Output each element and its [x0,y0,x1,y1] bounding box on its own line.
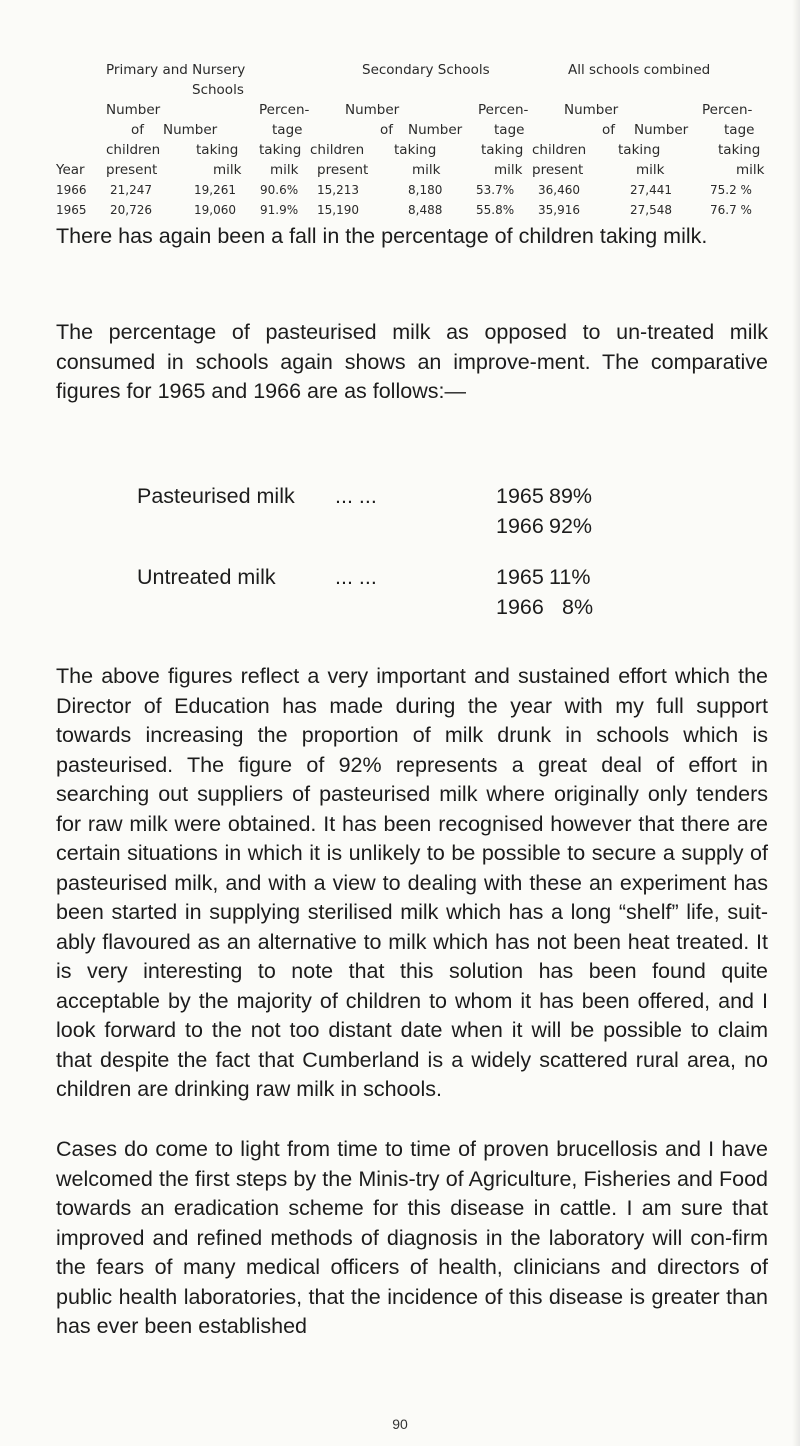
paragraph-director-effort: The above figures reflect a very important and sustained effort which the Director of Education has made during the year with my full support towards increasing the proportion of milk drunk in schools which is pasteurised. The figure of 92% represents a great deal of effort in searching out suppliers of pasteurised milk where originally only tenders for raw milk were obtained. It has been recognised however that there are certain situations in which it is unlikely to be possible to secure a supply of pasteurised milk, and with a view to dealing with these an experiment has been started in supplying sterilised milk which has a long “shelf” life, suit-ably flavoured as an alternative to milk which has not been heat treated. It is very interesting to note that this solution has been found quite acceptable by the majority of children to whom it has been offered, and I look forward to the not too distant date when it will be possible to claim that despite the fact that Cumberland is a widely scattered rural area, no children are drinking raw milk in schools. [56,664,768,1101]
comparison-value: 11% [549,565,591,589]
header-cell: of [380,122,394,138]
table-cell: 1965 [56,203,87,217]
comparison-value: 8% [562,595,594,619]
comparison-dots: ... ... [335,565,377,589]
table-cell: 27,548 [630,203,672,217]
page-number: 90 [392,1416,408,1432]
header-cell: milk [494,162,523,178]
comparison-year: 1965 [496,484,544,508]
group-header-secondary: Secondary Schools [362,62,490,78]
table-header-row [56,140,776,160]
header-cell: milk [736,162,765,178]
header-cell: Number [106,102,161,118]
comparison-label: Pasteurised milk [137,484,295,508]
milk-statistics-table [56,60,776,220]
page-edge-shadow [792,0,800,1446]
table-group-header-row-2 [56,80,776,100]
paragraph-milk-fall: There has again been a fall in the percentage of children taking milk. [56,224,708,248]
header-cell: children [310,142,365,158]
header-cell: Percen- [702,102,753,118]
header-cell: Number [345,102,400,118]
header-cell: taking [718,142,761,158]
table-cell: 75.2 % [710,183,752,197]
comparison-dots: ... ... [335,484,377,508]
header-cell: tage [724,122,755,138]
table-header-row [56,120,776,140]
comparison-year: 1965 [496,565,544,589]
table-cell: 90.6% [260,183,299,197]
table-row [56,180,776,200]
table-cell: 19,060 [194,203,236,217]
table-cell: 8,488 [408,203,443,217]
comparison-label: Untreated milk [137,565,276,589]
table-cell: 35,916 [538,203,580,217]
header-cell: tage [272,122,303,138]
header-cell: taking [618,142,661,158]
header-cell: Number [634,122,689,138]
header-cell: tage [494,122,525,138]
comparison-year: 1966 [496,595,544,619]
header-cell: of [602,122,616,138]
header-cell: children [532,142,587,158]
table-cell: 91.9% [260,203,299,217]
group-header-primary-line2: Schools [192,82,244,98]
header-cell: milk [213,162,242,178]
table-cell: 19,261 [194,183,236,197]
table-cell: 27,441 [630,183,672,197]
table-header-row [56,100,776,120]
table-cell: 1966 [56,183,87,197]
header-cell: present [317,162,369,178]
paragraph-pasteurised-intro: The percentage of pasteurised milk as opposed to un-treated milk consumed in schools again shows an improve-ment. The comparative figures for 1965 and 1966 are as follows:— [56,320,768,403]
table-cell: 53.7% [476,183,515,197]
header-cell: Number [408,122,463,138]
header-cell: Number [564,102,619,118]
table-cell: 21,247 [110,183,152,197]
table-cell: 15,190 [317,203,359,217]
header-cell: Year [56,162,85,178]
table-cell: 15,213 [317,183,359,197]
header-cell: milk [270,162,299,178]
header-cell: Number [163,122,218,138]
header-cell: taking [259,142,302,158]
table-cell: 76.7 % [710,203,752,217]
group-header-all: All schools combined [568,62,711,78]
comparison-row-pasteurised-2 [137,514,737,544]
table-group-header-row [56,60,776,80]
table-header-row [56,160,776,180]
table-cell: 20,726 [110,203,152,217]
comparison-value: 89% [549,484,593,508]
comparison-row-untreated [137,565,737,595]
table-row [56,200,776,220]
header-cell: of [131,122,145,138]
header-cell: taking [481,142,524,158]
header-cell: taking [394,142,437,158]
header-cell: milk [636,162,665,178]
comparison-year: 1966 [496,514,544,538]
header-cell: taking [196,142,239,158]
header-cell: milk [412,162,441,178]
table-cell: 36,460 [538,183,580,197]
header-cell: present [532,162,584,178]
comparison-row-pasteurised [137,484,737,514]
header-cell: Percen- [478,102,529,118]
header-cell: present [106,162,158,178]
header-cell: children [106,142,161,158]
paragraph-brucellosis: Cases do come to light from time to time of proven brucellosis and I have welcomed the first steps by the Minis-try of Agriculture, Fisheries and Food towards an eradication scheme for this disease in cattle. I am sure that improved and refined methods of diagnosis in the laboratory will con-firm the fears of many medical officers of health, clinicians and directors of public health laboratories, that the incidence of this disease is greater than has ever been established [56,1137,768,1338]
header-cell: Percen- [259,102,310,118]
table-cell: 55.8% [476,203,515,217]
group-header-primary: Primary and Nursery [106,62,246,78]
comparison-row-untreated-2 [137,595,737,625]
comparison-value: 92% [549,514,593,538]
table-cell: 8,180 [408,183,443,197]
